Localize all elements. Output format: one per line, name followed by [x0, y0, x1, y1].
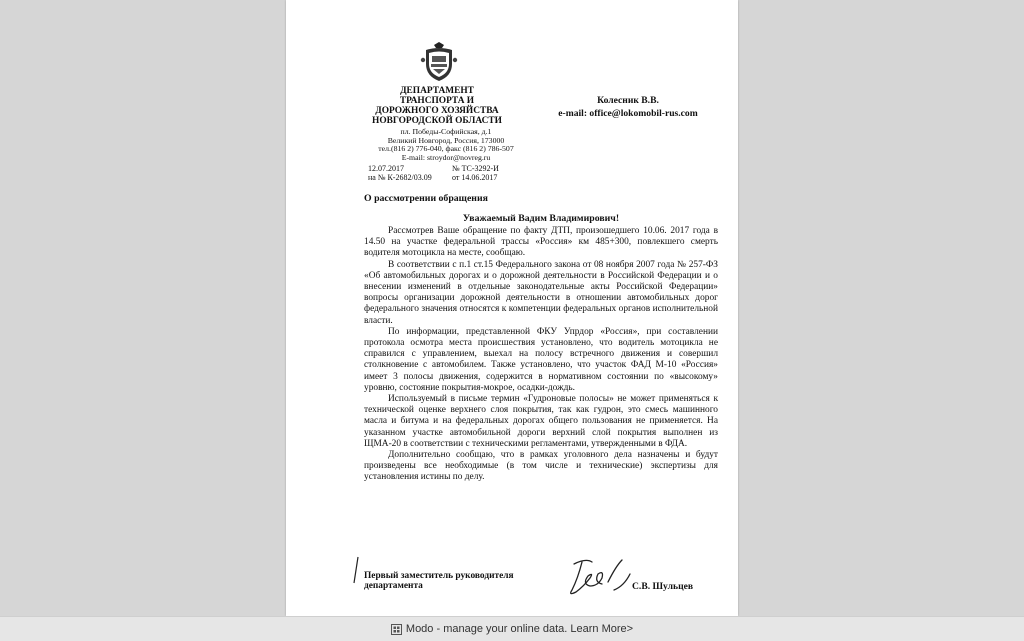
signatory-name: С.В. Шульцев: [632, 581, 694, 592]
outgoing-date: от 14.06.2017: [452, 173, 498, 182]
body-paragraph: В соответствии с п.1 ст.15 Федерального закона от 08 ноября 2007 года № 257-ФЗ «Об автомобильных дорогах и о дорожной деятельности в Российской Федерации и о внесении изменений в отдельные законодательные акты Российской Федерации» вопросы организации дорожной деятельности в отношении автомобильных дорог федерального значения относятся к компетенции федеральных органов исполнительной власти.: [364, 259, 718, 326]
letter-date-block: [368, 164, 432, 182]
margin-mark: [352, 556, 360, 584]
outgoing-number: № ТС-3292-И: [452, 164, 499, 173]
signatory-title: Первый заместитель руководителя департамента: [364, 571, 514, 591]
learn-more-link[interactable]: Learn More>: [570, 623, 634, 635]
body-paragraph: Дополнительно сообщаю, что в рамках уголовного дела назначены и будут произведены все необходимые (в том числе и технические) экспертизы для установления истины по делу.: [364, 450, 718, 483]
coat-of-arms-icon: [420, 42, 458, 82]
letter-date: 12.07.2017: [368, 164, 404, 173]
recipient-name: Колесник В.В.: [597, 95, 659, 106]
recipient-email: e-mail: office@lokomobil-rus.com: [558, 108, 698, 119]
department-address: пл. Победы-Софийская, д.1 Великий Новгород, Россия, 173000 тел.(816 2) 776-040, факс (816 2) 786-507 E-mail: stroydor@novreg.ru: [378, 127, 514, 162]
modo-logo-icon: [391, 624, 402, 635]
bottom-banner: [0, 616, 1024, 641]
letter-page: [286, 0, 738, 616]
in-reply-number: на № К-2682/03.09: [368, 173, 432, 182]
handwritten-signature: [564, 556, 634, 598]
department-name: ДЕПАРТАМЕНТ ТРАНСПОРТА И ДОРОЖНОГО ХОЗЯЙСТВА НОВГОРОДСКОЙ ОБЛАСТИ: [372, 86, 502, 126]
recipient-block: [548, 94, 708, 120]
letter-subject: О рассмотрении обращения: [364, 193, 488, 204]
body-paragraph: По информации, представленной ФКУ Упрдор «Россия», при составлении протокола осмотра места происшествия установлено, что водитель мотоцикла не справился с управлением, выехал на полосу встречного движения и совершил столкновение с автомобилем. Также установлено, что участок ФАД М-10 «Россия» имеет 3 полосы движения, содержится в нормативном состоянии по «высокому» уровню, состояние покрытия-мокрое, осадки-дождь.: [364, 326, 718, 393]
body-paragraph: Используемый в письме термин «Гудроновые полосы» не может применяться к технической оценке верхнего слоя покрытия, так как гудрон, это смесь машинного масла и битума и на федеральных дорогах общего пользования не применяется. На указанном участке автомобильной дороги верхний слой покрытия выполнен из ЩМА-20 в соответствии с техническими регламентами, утвержденными в ФДА.: [364, 394, 718, 449]
outgoing-number-block: [452, 164, 499, 182]
banner-text: Modo - manage your online data.: [405, 623, 568, 635]
salutation: Уважаемый Вадим Владимирович!: [462, 213, 620, 224]
body-paragraph: Рассмотрев Ваше обращение по факту ДТП, произошедшего 10.06. 2017 года в 14.50 на участке федеральной трассы «Россия» км 485+300, повлекшего смерть водителя мотоцикла на месте, сообщаю.: [364, 226, 718, 259]
letter-body: [364, 226, 718, 484]
